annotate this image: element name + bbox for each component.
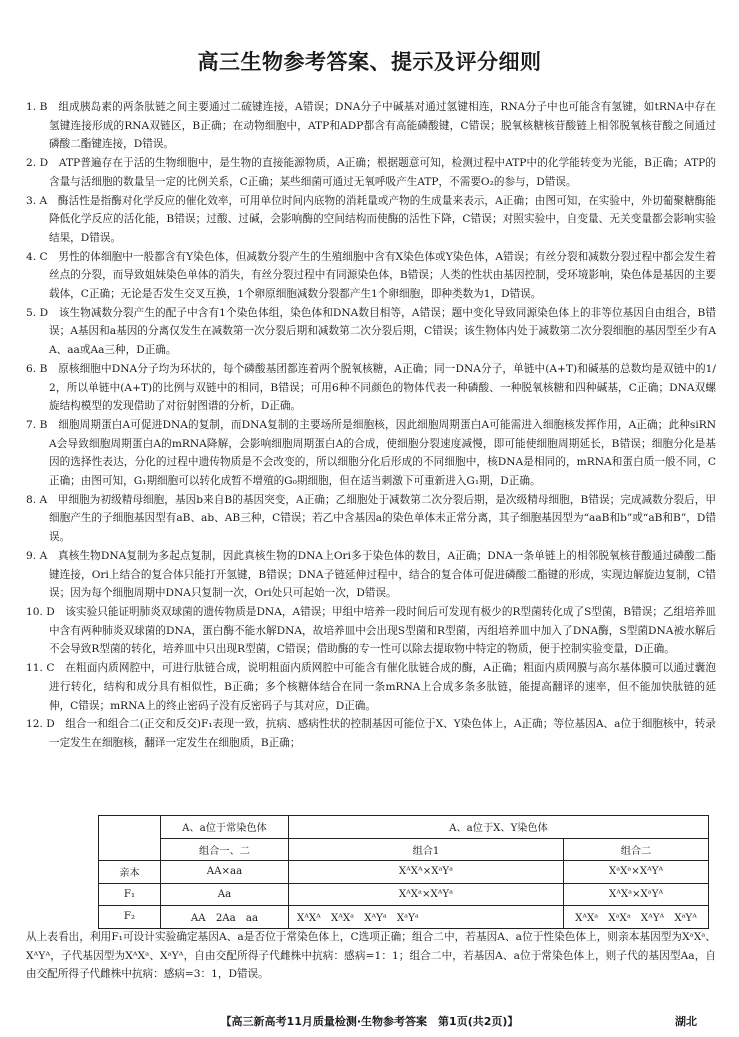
after-table-section <box>26 928 716 984</box>
table-subheader-row <box>99 838 709 861</box>
table-cell: AA 2Aa aa <box>161 906 289 929</box>
table-header-row <box>99 816 709 839</box>
table-cell: XᴬXᵃ×XᵃYᴬ <box>564 883 709 906</box>
answer-item-11: 11. C 在粗面内质网腔中，可进行肽链合成，说明粗面内质网腔中可能含有催化肽链合成的酶，A正确；粗面内质网膜与高尔基体膜可以通过囊泡进行转化，结构和成分具有相似性，B正确；多个核糖体结合在同一条mRNA上合成多条多肽链，能提高翻译的速率，但不能加快肽链的延伸，C错误；mRNA上的终止密码子没有反密码子与其对应，D正确。 <box>26 662 716 712</box>
page-footer: 【高三新高考11月质量检测·生物参考答案 第1页(共2页)】 <box>220 1015 519 1028</box>
table-cell: XᵃXᵃ×XᴬYᴬ <box>564 861 709 884</box>
answer-item-1: 1. B 组成胰岛素的两条肽链之间主要通过二硫键连接，A错误；DNA分子中碱基对通过氢键相连，RNA分子中也可能含有氢键，如tRNA中存在氢键连接形成的RNA双链区，B正确；在动物细胞中，ATP和ADP都含有高能磷酸键，C错误；脱氧核糖核苷酸链上相邻脱氧核苷酸之间通过磷酸二酯键连接，D错误。 <box>26 101 716 151</box>
table-cell: XᴬXᴬ×XᵃYᵃ <box>289 861 564 884</box>
answer-item-2: 2. D ATP普遍存在于活的生物细胞中，是生物的直接能源物质，A正确；根据题意可知，检测过程中ATP中的化学能转变为光能，B正确；ATP的含量与活细胞的数量呈一定的比例关系，C正确；某些细菌可通过无氧呼吸产生ATP，不需要O₂的参与，D错误。 <box>26 157 716 188</box>
table-header-sex-chromosome: A、a位于X、Y染色体 <box>289 816 709 839</box>
answer-item-4: 4. C 男性的体细胞中一般都含有Y染色体，但减数分裂产生的生殖细胞中含有X染色体或Y染色体，A错误；有丝分裂和减数分裂过程中都会发生着丝点的分裂，而导致姐妹染色单体的消失，有丝分裂过程中有同源染色体，B错误；人类的性状由基因控制，受环境影响，染色体是基因的主要载体，C正确；无论是否发生交叉互换，1个卵原细胞减数分裂都产生1个卵细胞，即种类数为1，D错误。 <box>26 250 716 301</box>
answer-item-10: 10. D 该实验只能证明肺炎双球菌的遗传物质是DNA，A错误；甲组中培养一段时间后可发现有极少的R型菌转化成了S型菌，B错误；乙组培养皿中含有两种肺炎双球菌的DNA，蛋白酶不能水解DNA，故培养皿中会出现S型菌和R型菌，丙组培养皿中加入了DNA酶，S型菌DNA被水解后不会导致R型菌的转化，培养皿中只出现R型菌，C错误；借助酶的专一性可以除去提取物中特定的物质，便于控制实验变量，D正确。 <box>26 605 716 656</box>
table-row <box>99 906 709 929</box>
table-header-autosome: A、a位于常染色体 <box>161 816 289 839</box>
answer-item-8: 8. A 甲细胞为初级精母细胞，基因b来自B的基因突变，A正确；乙细胞处于减数第二次分裂后期，是次级精母细胞，B错误；完成减数分裂后，甲细胞产生的子细胞基因型有aB、ab、AB三种，C错误；若乙中含基因a的染色单体未正常分离，其子细胞基因型为“aaB和b”或“aB和B”，D错误。 <box>26 493 716 544</box>
answer-item-5: 5. D 该生物减数分裂产生的配子中含有1个染色体组，染色体和DNA数目相等，A错误；题中变化导致同源染色体上的非等位基因自由组合，B错误；A基因和a基因的分离仅发生在减数第一次分裂后期和减数第二次分裂后期，C错误；该生物体内处于减数第二次分裂细胞的基因型至少有AA、aa或Aa三种，D正确。 <box>26 306 716 357</box>
table-subheader-cell: 组合1 <box>289 838 564 861</box>
table-row <box>99 883 709 906</box>
table-cell: XᴬXᴬ XᴬXᵃ XᴬYᵃ XᵃYᵃ <box>289 906 564 929</box>
answer-item-9: 9. A 真核生物DNA复制为多起点复制，因此真核生物的DNA上Ori多于染色体的数目，A正确；DNA一条单链上的相邻脱氧核苷酸通过磷酸二酯键连接，Ori上结合的复合体只能打开氢键，B错误；DNA子链延伸过程中，结合的复合体可促进磷酸二酯键的形成，实现边解旋边复制，C错误；因为每个细胞周期中DNA只复制一次，Ori处只可起始一次，D错误。 <box>26 549 716 600</box>
table-subheader-cell: 组合二 <box>564 838 709 861</box>
table-corner-cell <box>99 816 161 861</box>
genotype-table <box>98 815 709 929</box>
table-row <box>99 861 709 884</box>
answer-item-3: 3. A 酶活性是指酶对化学反应的催化效率，可用单位时间内底物的消耗量或产物的生成量来表示，A正确；由图可知，在实验中，外切葡聚糖酶能降低化学反应的活化能，B错误；过酸、过碱，会影响酶的空间结构而使酶的活性下降，C错误；对照实验中，自变量、无关变量都会影响实验结果，D错误。 <box>26 194 716 244</box>
page-title: 高三生物参考答案、提示及评分细则 <box>197 50 542 74</box>
answer-item-6: 6. B 原核细胞中DNA分子均为环状的，每个磷酸基团都连着两个脱氧核糖，A正确；同一DNA分子，单链中(A+T)和碱基的总数均是双链中的1/2，所以单链中(A+T)的比例与双链中的相同，B错误；可用6种不同颜色的物体代表一种磷酸、一种脱氧核糖和四种碱基，C正确；DNA双螺旋结构模型的发现借助了对衍射图谱的分析，D正确。 <box>26 362 716 413</box>
after-table-paragraph: 从上表看出，利用F₁可设计实验确定基因A、a是否位于常染色体上，C选项正确；组合二中，若基因A、a位于性染色体上，则亲本基因型为XᵃXᵃ、XᴬYᴬ，子代基因型为XᴬXᵃ、XᵃYᴬ，自由交配所得子代雌株中抗病：感病=1：1；组合二中，若基因A、a位于常染色体上，则子代的基因型Aa，自由交配所得子代雌株中抗病：感病=3：1，D错误。 <box>26 931 716 981</box>
table-cell: Aa <box>161 883 289 906</box>
table-row-label: F₁ <box>99 883 161 906</box>
footer-region: 湖北 <box>675 1015 697 1028</box>
answer-item-12: 12. D 组合一和组合二(正交和反交)F₁表现一致，抗病、感病性状的控制基因可能位于X、Y染色体上，A正确；等位基因A、a位于细胞核中，转录一定发生在细胞核，翻译一定发生在细胞质，B正确； <box>26 718 716 749</box>
table-row-label: 亲本 <box>99 861 161 884</box>
table-row-label: F₂ <box>99 906 161 929</box>
table-subheader-cell: 组合一、二 <box>161 838 289 861</box>
table-cell: XᴬXᵃ XᵃXᵃ XᴬYᴬ XᵃYᴬ <box>564 906 709 929</box>
answer-item-7: 7. B 细胞周期蛋白A可促进DNA的复制，而DNA复制的主要场所是细胞核，因此细胞周期蛋白A可能需进入细胞核发挥作用，A正确；此种siRNA会导致细胞周期蛋白A的mRNA降解，会影响细胞周期蛋白A的合成，使细胞分裂速度减慢，即可能使细胞周期延长，B错误；细胞分化是基因的选择性表达，分化的过程中遗传物质是不会改变的，所以细胞分化后形成的不同细胞中，核DNA是相同的，mRNA和蛋白质一般不同，C正确；由图可知，G₁期细胞可以转化成暂不增殖的G₀期细胞，但在适当刺激下可重新进入G₁期，D正确。 <box>26 418 716 488</box>
table-cell: AA×aa <box>161 861 289 884</box>
answer-list <box>26 98 716 753</box>
table-cell: XᴬXᵃ×XᴬYᵃ <box>289 883 564 906</box>
